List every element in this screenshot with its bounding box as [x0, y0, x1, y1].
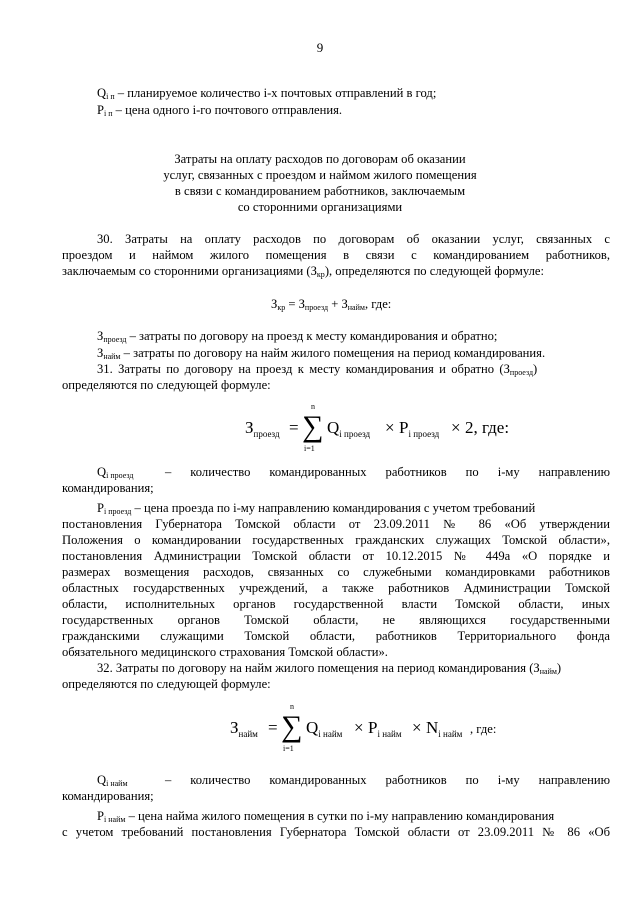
symbol-subscript: i п	[106, 92, 115, 101]
formula-symbol: Q	[306, 718, 319, 737]
formula-lhs	[230, 718, 258, 739]
formula-subscript: i найм	[318, 729, 343, 739]
symbol: Q	[97, 86, 107, 100]
formula-subscript: проезд	[253, 429, 280, 439]
definition-q-postal	[97, 85, 640, 101]
formula-n-term	[426, 718, 462, 739]
formula-symbol: Q	[327, 418, 340, 437]
definition-text: – цена одного i-го почтового отправления.	[112, 103, 343, 117]
definition-text-line: областных государственных учреждений, а также работников Администрации Томской	[62, 581, 610, 595]
definition-p-postal	[97, 102, 640, 118]
formula-times: ×	[354, 718, 364, 737]
definition-text-line: Положения о командировании государственных гражданских служащих Томской области»,	[62, 533, 610, 547]
symbol-subscript: найм	[539, 667, 557, 676]
formula-tail: , где:	[470, 722, 497, 736]
formula-tail: 2, где:	[465, 418, 510, 437]
definition-p-lodging	[97, 808, 610, 824]
formula-subscript: кр	[277, 303, 286, 312]
definition-text: командирования;	[62, 481, 154, 495]
symbol-subscript: i проезд	[106, 471, 134, 480]
formula-lodging	[230, 702, 510, 753]
paragraph-31-line	[97, 361, 610, 377]
symbol: З	[97, 346, 104, 360]
paragraph-32-line: определяются по следующей формуле:	[62, 677, 271, 691]
symbol: P	[97, 501, 105, 515]
paragraph-31-line: определяются по следующей формуле:	[62, 378, 271, 392]
paragraph-text: )	[533, 362, 538, 376]
symbol-subscript: кр	[316, 270, 325, 279]
definition-q-lodging	[97, 772, 610, 788]
symbol: З	[97, 329, 104, 343]
sum-upper-limit: n	[311, 402, 315, 411]
formula-tail: , где:	[364, 297, 392, 311]
symbol-subscript: i проезд	[104, 507, 132, 516]
paragraph-30-line: проездом и наймом жилого помещения в связи с командированием работников,	[62, 248, 610, 262]
paragraph-32-line	[97, 660, 610, 676]
paragraph-text: )	[556, 661, 562, 675]
symbol-subscript: i найм	[104, 815, 126, 824]
definition-z-travel	[97, 328, 640, 344]
formula-subscript: i найм	[377, 729, 402, 739]
paragraph-text: 32. Затраты по договору на найм жилого помещения на период командирования (З	[97, 661, 540, 675]
definition-text-line: области, исполнительных органов государственной власти Томской области, иных	[62, 597, 610, 611]
formula-travel	[245, 402, 510, 453]
definition-text-line: обязательного медицинского страхования Томской области».	[62, 645, 388, 659]
formula-q-term	[306, 718, 342, 739]
sum-lower-limit: i=1	[304, 444, 315, 453]
paragraph-text: ), определяются по следующей формуле:	[324, 264, 544, 278]
symbol: P	[97, 809, 105, 823]
formula-times: ×	[451, 418, 461, 437]
definition-text: – затраты по договору на найм жилого помещения на период командирования.	[120, 346, 546, 360]
sum-lower-limit: i=1	[283, 744, 294, 753]
paragraph-text: 31. Затраты по договору на проезд к месту командирования и обратно (З	[97, 362, 510, 376]
section-heading-line: в связи с командированием работников, заключаемым	[174, 184, 466, 198]
definition-symbol	[97, 464, 133, 480]
formula-symbol: З	[230, 718, 239, 737]
formula-times: ×	[412, 718, 422, 737]
formula-subscript: найм	[347, 303, 365, 312]
paragraph-30-line: 30. Затраты на оплату расходов по договорам об оказании услуг, связанных с	[97, 232, 610, 246]
definition-text: – цена найма жилого помещения в сутки по i-му направлению командирования	[125, 809, 555, 823]
section-heading-line: со сторонними организациями	[237, 200, 403, 214]
definition-text-line: постановления Губернатора Томской области от 23.09.2011 № 86 «Об утверждении	[62, 517, 610, 531]
symbol-subscript: найм	[103, 352, 121, 361]
definition-text-line: размерах возмещения расходов, связанных со служебными командировками работников	[62, 565, 610, 579]
symbol-subscript: проезд	[103, 335, 127, 344]
definition-z-lodging	[97, 345, 640, 361]
formula-symbol: N	[426, 718, 439, 737]
formula-subscript: i найм	[438, 729, 463, 739]
formula-symbol: З	[245, 418, 254, 437]
formula-total	[271, 296, 640, 312]
formula-symbol: P	[399, 418, 409, 437]
formula-subscript: i проезд	[408, 429, 440, 439]
definition-p-travel	[97, 500, 610, 516]
definition-q-travel	[97, 464, 610, 480]
formula-equals: =	[268, 718, 278, 737]
formula-operator: + З	[328, 297, 348, 311]
formula-lhs	[245, 418, 280, 439]
formula-q-term	[327, 418, 370, 439]
definition-text: – затраты по договору на проезд к месту командирования и обратно;	[126, 329, 498, 343]
formula-p-term	[399, 418, 439, 439]
paragraph-text: заключаемым со сторонними организациями (З	[62, 264, 317, 278]
section-heading-line: Затраты на оплату расходов по договорам об оказании	[174, 152, 466, 166]
sum-sign: ∑	[281, 710, 303, 743]
formula-symbol: P	[368, 718, 378, 737]
definition-text-line: с учетом требований постановления Губернатора Томской области от 23.09.2011 № 86 «Об	[62, 825, 610, 839]
symbol-subscript: i п	[104, 109, 113, 118]
sum-sign: ∑	[302, 410, 324, 443]
symbol: Q	[97, 773, 107, 787]
definition-text: командирования;	[62, 789, 154, 803]
page-number: 9	[316, 40, 324, 55]
formula-p-term	[368, 718, 402, 739]
formula-operator: = З	[285, 297, 305, 311]
formula-equals: =	[289, 418, 299, 437]
formula-subscript: проезд	[304, 303, 329, 312]
definition-text: – количество командированных работников по i-му направлению	[165, 773, 610, 787]
definition-text: – цена проезда по i-му направлению командирования с учетом требований	[131, 501, 536, 515]
sum-upper-limit: n	[290, 702, 294, 711]
formula-lhs: З	[271, 297, 278, 311]
formula-times: ×	[385, 418, 395, 437]
section-heading-line: услуг, связанных с проездом и наймом жилого помещения	[163, 168, 477, 182]
symbol: Q	[97, 465, 107, 479]
symbol: P	[97, 103, 105, 117]
symbol-subscript: проезд	[509, 368, 534, 377]
formula-subscript: найм	[238, 729, 258, 739]
definition-symbol	[97, 772, 128, 788]
definition-text-line: государственных органов Томской области, не являющихся государственными	[62, 613, 610, 627]
paragraph-30-line	[62, 263, 610, 279]
definition-text-line: гражданскими служащими Томской области, работников Территориального фонда	[62, 629, 610, 643]
formula-subscript: i проезд	[339, 429, 371, 439]
symbol-subscript: i найм	[106, 779, 128, 788]
definition-text: – планируемое количество i-х почтовых отправлений в год;	[114, 86, 437, 100]
definition-text: – количество командированных работников по i-му направлению	[165, 465, 610, 479]
definition-text-line: постановления Администрации Томской области от 10.12.2015 № 449а «О порядке и	[62, 549, 610, 563]
